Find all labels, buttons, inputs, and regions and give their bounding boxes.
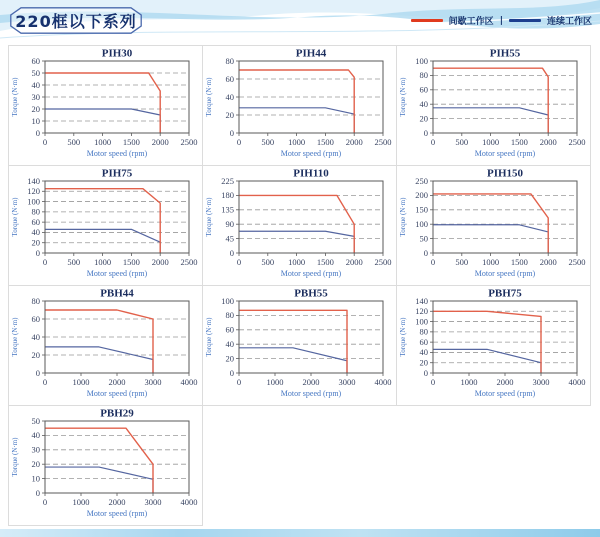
svg-text:40: 40 <box>31 227 40 238</box>
x-axis-label: Motor speed (rpm) <box>280 269 342 278</box>
svg-text:60: 60 <box>225 73 234 84</box>
svg-text:180: 180 <box>221 190 234 201</box>
chart-pih30 <box>9 46 202 165</box>
x-axis-ticks <box>237 373 392 387</box>
svg-text:2000: 2000 <box>345 257 363 267</box>
svg-text:20: 20 <box>31 459 40 469</box>
svg-text:40: 40 <box>31 430 40 441</box>
svg-text:10: 10 <box>31 115 40 126</box>
svg-text:140: 140 <box>415 295 428 306</box>
svg-text:80: 80 <box>225 55 234 66</box>
svg-text:2500: 2500 <box>568 137 586 147</box>
svg-text:3000: 3000 <box>144 377 162 387</box>
y-axis-ticks <box>32 296 46 378</box>
svg-text:40: 40 <box>419 99 428 109</box>
svg-text:4000: 4000 <box>180 497 198 507</box>
svg-text:2000: 2000 <box>302 377 320 387</box>
svg-text:500: 500 <box>261 257 275 267</box>
svg-text:250: 250 <box>415 175 428 186</box>
svg-text:40: 40 <box>419 347 428 358</box>
svg-text:50: 50 <box>419 233 428 244</box>
svg-text:1000: 1000 <box>72 377 90 387</box>
x-axis-ticks <box>43 373 198 387</box>
chart-cell-pih110 <box>202 165 397 286</box>
chart-cell-pih30 <box>8 45 203 166</box>
x-axis-label: Motor speed (rpm) <box>86 269 148 278</box>
svg-text:1000: 1000 <box>288 257 306 267</box>
chart-title: PBH44 <box>100 287 134 300</box>
y-axis-label: Torque (N·m) <box>399 77 407 117</box>
y-axis-ticks <box>32 416 46 498</box>
svg-text:60: 60 <box>31 216 40 227</box>
svg-text:500: 500 <box>261 137 275 147</box>
svg-text:80: 80 <box>31 295 40 306</box>
gridlines <box>433 75 577 118</box>
svg-text:4000: 4000 <box>568 377 586 387</box>
svg-text:0: 0 <box>430 257 436 267</box>
intermittent-curve <box>239 310 347 373</box>
svg-text:1000: 1000 <box>266 377 284 387</box>
chart-pbh75 <box>397 286 590 405</box>
svg-text:2000: 2000 <box>151 137 169 147</box>
x-axis-ticks <box>431 373 586 387</box>
svg-text:0: 0 <box>35 127 40 138</box>
y-axis-ticks <box>415 176 433 258</box>
y-axis-label: Torque (N·m) <box>399 197 407 237</box>
svg-text:0: 0 <box>42 137 48 147</box>
chart-pih110 <box>203 166 396 285</box>
svg-text:45: 45 <box>225 233 234 244</box>
svg-text:50: 50 <box>31 67 40 78</box>
svg-text:0: 0 <box>42 497 48 507</box>
plot-border <box>239 301 383 373</box>
svg-text:120: 120 <box>415 306 428 317</box>
x-axis-label: Motor speed (rpm) <box>474 149 536 158</box>
chart-pih75 <box>9 166 202 285</box>
intermittent-curve <box>45 73 160 133</box>
x-axis-label: Motor speed (rpm) <box>86 509 148 518</box>
y-axis-ticks <box>27 176 45 258</box>
continuous-curve <box>239 108 354 133</box>
x-axis-ticks <box>43 493 198 507</box>
svg-text:200: 200 <box>415 190 428 201</box>
svg-text:500: 500 <box>455 257 469 267</box>
svg-text:0: 0 <box>423 367 428 378</box>
chart-pbh44 <box>9 286 202 405</box>
chart-pih55 <box>397 46 590 165</box>
svg-text:1500: 1500 <box>316 137 334 147</box>
chart-cell-pbh44 <box>8 285 203 406</box>
svg-text:2500: 2500 <box>180 257 198 267</box>
svg-text:0: 0 <box>423 247 428 258</box>
x-axis-label: Motor speed (rpm) <box>86 149 148 158</box>
svg-text:2000: 2000 <box>345 137 363 147</box>
svg-text:10: 10 <box>31 473 40 484</box>
svg-text:80: 80 <box>31 206 40 217</box>
svg-text:80: 80 <box>225 310 234 321</box>
intermittent-curve <box>45 189 160 253</box>
svg-text:140: 140 <box>27 175 40 186</box>
y-axis-ticks <box>226 56 240 138</box>
page-title: 220框以下系列 <box>15 12 137 31</box>
svg-text:30: 30 <box>31 444 40 455</box>
svg-text:4000: 4000 <box>180 377 198 387</box>
series-title-badge <box>10 7 142 34</box>
svg-text:2500: 2500 <box>568 257 586 267</box>
svg-text:120: 120 <box>27 186 40 197</box>
svg-text:0: 0 <box>229 367 234 378</box>
continuous-curve <box>45 467 153 493</box>
legend-intermittent-line-icon <box>411 19 443 22</box>
svg-text:100: 100 <box>415 55 428 66</box>
svg-text:500: 500 <box>67 257 81 267</box>
svg-text:50: 50 <box>31 415 40 426</box>
chart-title: PIH30 <box>101 47 133 60</box>
plot-border <box>239 181 383 253</box>
page-header <box>0 0 600 44</box>
plot-border <box>433 181 577 253</box>
y-axis-ticks <box>221 176 239 258</box>
continuous-curve <box>239 231 354 253</box>
chart-title: PBH55 <box>294 287 328 300</box>
legend-separator: | <box>499 15 503 26</box>
svg-text:80: 80 <box>419 70 428 81</box>
chart-cell-pih75 <box>8 165 203 286</box>
svg-text:1000: 1000 <box>482 137 500 147</box>
svg-text:0: 0 <box>35 487 40 498</box>
svg-text:20: 20 <box>419 357 428 368</box>
intermittent-curve <box>45 310 153 373</box>
svg-text:2500: 2500 <box>374 137 392 147</box>
charts-grid <box>8 45 594 525</box>
y-axis-label: Torque (N·m) <box>11 317 19 357</box>
svg-text:0: 0 <box>423 127 428 138</box>
gridlines <box>45 73 189 121</box>
svg-text:0: 0 <box>236 257 242 267</box>
y-axis-label: Torque (N·m) <box>205 77 213 117</box>
gridlines <box>239 195 383 238</box>
y-axis-label: Torque (N·m) <box>11 77 19 117</box>
svg-text:2500: 2500 <box>374 257 392 267</box>
svg-text:2000: 2000 <box>108 377 126 387</box>
chart-title: PIH150 <box>486 167 524 180</box>
svg-text:0: 0 <box>42 377 48 387</box>
svg-text:1000: 1000 <box>72 497 90 507</box>
svg-text:80: 80 <box>419 326 428 337</box>
svg-text:1500: 1500 <box>510 257 528 267</box>
legend-intermittent-label: 间歇工作区 <box>448 17 494 27</box>
plot-border <box>45 181 189 253</box>
chart-cell-pbh55 <box>202 285 397 406</box>
svg-text:40: 40 <box>225 339 234 349</box>
svg-text:30: 30 <box>31 91 40 102</box>
y-axis-label: Torque (N·m) <box>11 437 19 477</box>
svg-text:1500: 1500 <box>510 137 528 147</box>
svg-text:100: 100 <box>415 316 428 327</box>
svg-text:60: 60 <box>419 336 428 347</box>
svg-text:1500: 1500 <box>316 257 334 267</box>
continuous-curve <box>433 108 548 133</box>
continuous-curve <box>45 229 160 253</box>
svg-text:1000: 1000 <box>482 257 500 267</box>
chart-cell-pih44 <box>202 45 397 166</box>
page-footer <box>0 529 600 537</box>
svg-text:40: 40 <box>31 331 40 342</box>
chart-cell-pih150 <box>396 165 591 286</box>
x-axis-label: Motor speed (rpm) <box>474 389 536 398</box>
chart-pbh55 <box>203 286 396 405</box>
legend-continuous-label: 连续工作区 <box>546 17 592 27</box>
chart-cell-pih55 <box>396 45 591 166</box>
legend-continuous-line-icon <box>509 19 541 22</box>
svg-text:20: 20 <box>419 113 428 124</box>
svg-text:100: 100 <box>27 196 40 207</box>
y-axis-ticks <box>221 296 239 378</box>
x-axis-ticks <box>431 133 586 147</box>
svg-text:60: 60 <box>31 55 40 66</box>
plot-border <box>433 61 577 133</box>
gridlines <box>433 195 577 238</box>
x-axis-label: Motor speed (rpm) <box>474 269 536 278</box>
chart-pih150 <box>397 166 590 285</box>
gridlines <box>433 311 577 362</box>
y-axis-label: Torque (N·m) <box>399 317 407 357</box>
svg-text:0: 0 <box>430 137 436 147</box>
continuous-curve <box>239 348 347 373</box>
x-axis-ticks <box>431 253 586 267</box>
svg-text:90: 90 <box>225 219 234 229</box>
svg-text:0: 0 <box>430 377 436 387</box>
svg-text:3000: 3000 <box>144 497 162 507</box>
svg-text:20: 20 <box>31 237 40 248</box>
svg-text:150: 150 <box>415 204 428 215</box>
gridlines <box>45 191 189 242</box>
continuous-curve <box>433 349 541 373</box>
svg-text:0: 0 <box>35 367 40 378</box>
legend <box>411 14 592 27</box>
svg-text:225: 225 <box>221 175 234 186</box>
svg-text:2000: 2000 <box>108 497 126 507</box>
svg-text:1000: 1000 <box>460 377 478 387</box>
y-axis-label: Torque (N·m) <box>205 197 213 237</box>
svg-text:1500: 1500 <box>122 137 140 147</box>
svg-text:1000: 1000 <box>94 137 112 147</box>
x-axis-ticks <box>43 253 198 267</box>
intermittent-curve <box>239 70 354 133</box>
chart-pbh29 <box>9 406 202 525</box>
svg-text:2000: 2000 <box>539 257 557 267</box>
svg-text:0: 0 <box>236 137 242 147</box>
y-axis-label: Torque (N·m) <box>205 317 213 357</box>
svg-text:2000: 2000 <box>539 137 557 147</box>
intermittent-curve <box>433 68 548 133</box>
svg-text:60: 60 <box>31 313 40 324</box>
svg-text:3000: 3000 <box>338 377 356 387</box>
chart-title: PBH75 <box>488 287 522 300</box>
svg-text:4000: 4000 <box>374 377 392 387</box>
svg-text:500: 500 <box>67 137 81 147</box>
svg-text:40: 40 <box>225 91 234 102</box>
svg-text:40: 40 <box>31 79 40 90</box>
svg-text:20: 20 <box>31 349 40 360</box>
continuous-curve <box>45 347 153 373</box>
chart-pih44 <box>203 46 396 165</box>
x-axis-ticks <box>237 253 392 267</box>
svg-text:2000: 2000 <box>151 257 169 267</box>
svg-text:100: 100 <box>221 295 234 306</box>
y-axis-ticks <box>32 56 46 138</box>
svg-text:20: 20 <box>225 109 234 120</box>
gridlines <box>45 319 189 355</box>
gridlines <box>45 435 189 478</box>
svg-text:1500: 1500 <box>122 257 140 267</box>
svg-text:0: 0 <box>236 377 242 387</box>
svg-text:2000: 2000 <box>496 377 514 387</box>
svg-text:20: 20 <box>31 103 40 114</box>
y-axis-ticks <box>415 56 433 138</box>
x-axis-ticks <box>237 133 392 147</box>
chart-title: PIH110 <box>293 167 329 180</box>
chart-cell-pbh75 <box>396 285 591 406</box>
intermittent-curve <box>433 194 548 253</box>
x-axis-label: Motor speed (rpm) <box>280 389 342 398</box>
x-axis-label: Motor speed (rpm) <box>280 149 342 158</box>
svg-text:1000: 1000 <box>94 257 112 267</box>
y-axis-label: Torque (N·m) <box>11 197 19 237</box>
svg-text:0: 0 <box>229 247 234 258</box>
chart-title: PIH75 <box>101 167 133 180</box>
gridlines <box>239 79 383 115</box>
chart-cell-pbh29 <box>8 405 203 526</box>
svg-text:100: 100 <box>415 219 428 229</box>
svg-text:60: 60 <box>225 324 234 335</box>
svg-text:135: 135 <box>221 204 234 215</box>
svg-text:0: 0 <box>42 257 48 267</box>
x-axis-ticks <box>43 133 198 147</box>
y-axis-ticks <box>415 296 433 378</box>
intermittent-curve <box>45 428 153 493</box>
svg-text:1000: 1000 <box>288 137 306 147</box>
svg-text:500: 500 <box>455 137 469 147</box>
svg-text:20: 20 <box>225 353 234 364</box>
x-axis-label: Motor speed (rpm) <box>86 389 148 398</box>
chart-title: PBH29 <box>100 407 134 420</box>
svg-text:3000: 3000 <box>532 377 550 387</box>
plot-border <box>45 421 189 493</box>
svg-text:2500: 2500 <box>180 137 198 147</box>
svg-text:0: 0 <box>35 247 40 258</box>
chart-title: PIH44 <box>295 47 327 60</box>
chart-title: PIH55 <box>489 47 521 60</box>
svg-text:60: 60 <box>419 84 428 95</box>
svg-text:0: 0 <box>229 127 234 138</box>
